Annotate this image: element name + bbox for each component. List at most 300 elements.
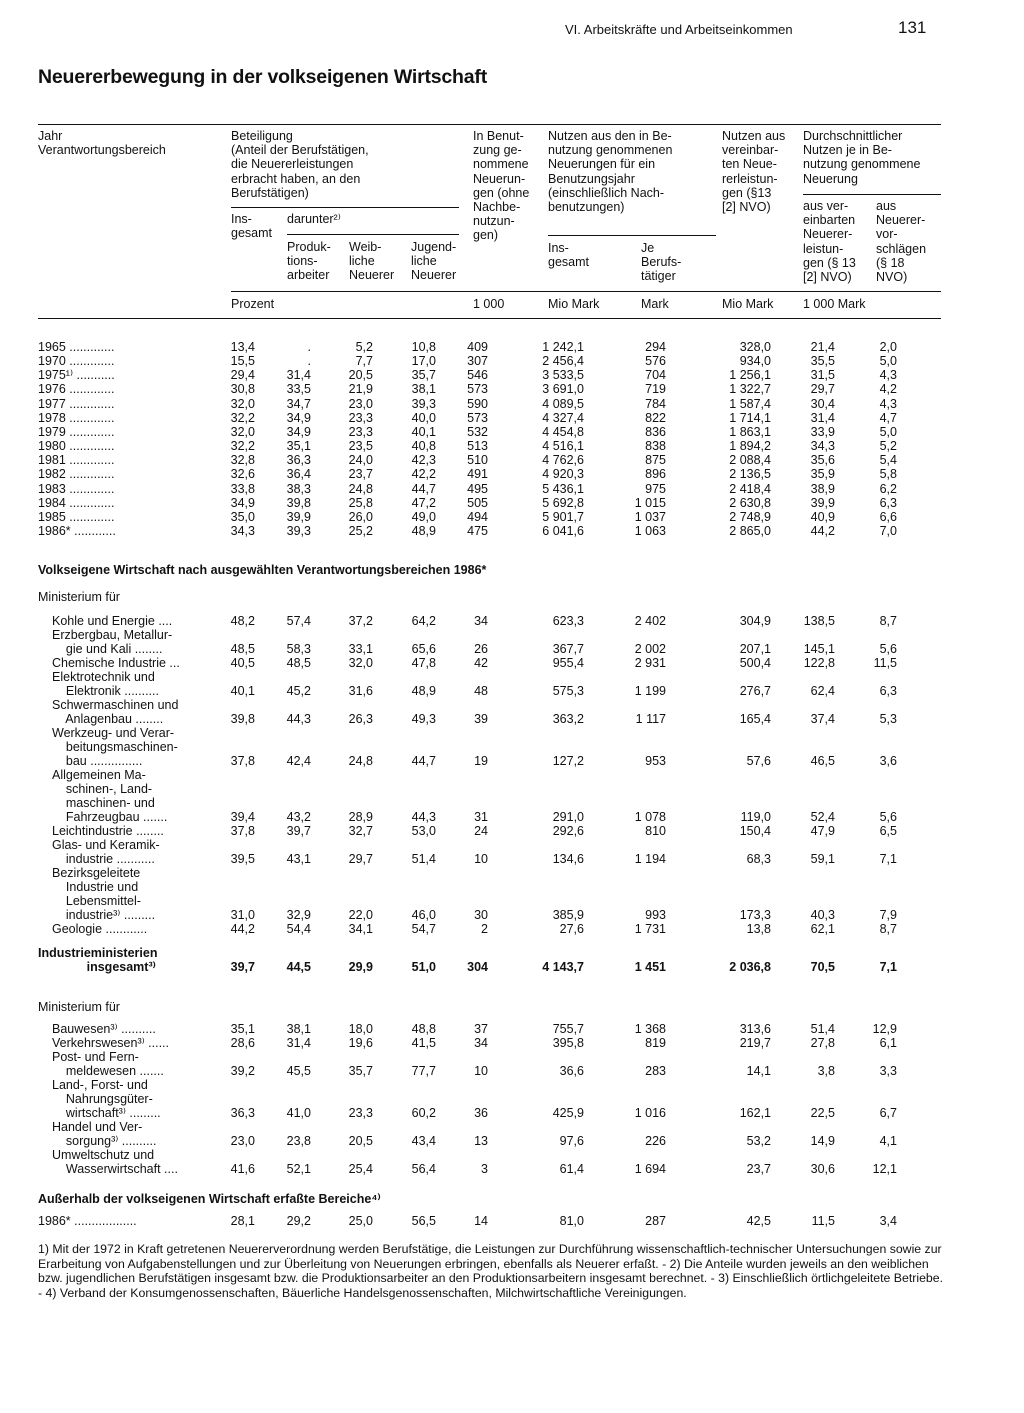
table-cell: 6,1 (879, 1036, 897, 1050)
table-cell: 42 (474, 656, 488, 670)
table-cell: 838 (645, 439, 666, 454)
table-cell: 35,7 (348, 1064, 373, 1078)
table-cell: 3 691,0 (542, 382, 584, 397)
table-cell: 37,4 (810, 712, 835, 726)
table-cell: 505 (467, 495, 488, 510)
table-cell: 44,3 (411, 810, 436, 824)
header-col-nutzen: Nutzen aus den in Be- nutzung genommenen Neuerungen für ein Benutzungsjahr (einschließlich Nach- benutzungen) (548, 129, 673, 215)
table-cell: 1 037 (634, 509, 666, 524)
table-cell: 13,8 (746, 922, 771, 936)
table-cell: 32,9 (286, 908, 311, 922)
table-cell: 29,7 (348, 852, 373, 866)
table-cell: 2 630,8 (729, 495, 771, 510)
unit-1000-mark: 1 000 Mark (803, 297, 866, 311)
table-cell: 48,2 (230, 614, 255, 628)
table-cell: 59,1 (810, 852, 835, 866)
chapter-heading: VI. Arbeitskräfte und Arbeitseinkommen (565, 22, 793, 37)
table-cell: 32,2 (230, 410, 255, 425)
table-cell: 30 (474, 908, 488, 922)
table-cell: 304,9 (739, 614, 771, 628)
table-cell: 6,3 (879, 684, 897, 698)
header-units-rule (231, 291, 941, 292)
table-cell: 2 136,5 (729, 467, 771, 482)
table-cell: 31 (474, 810, 488, 824)
row-label: Bauwesen³⁾ .......... (52, 1022, 156, 1036)
table-cell: . (307, 340, 311, 354)
table-cell: 4,3 (879, 396, 897, 411)
table-cell: 25,4 (348, 1162, 373, 1176)
header-col-nutzen-vereinbart: Nutzen aus vereinbar- ten Neue- rerleistun- gen (§13 [2] NVO) (722, 129, 786, 215)
table-cell: 47,9 (810, 824, 835, 838)
table-cell: 283 (645, 1064, 666, 1078)
table-cell: 29,2 (286, 1214, 311, 1228)
row-label: 1984 ............. (38, 495, 115, 510)
table-cell: 576 (645, 354, 666, 369)
row-label: 1982 ............. (38, 467, 115, 482)
table-cell: 719 (645, 382, 666, 397)
table-cell: 52,4 (810, 810, 835, 824)
table-cell: 993 (645, 908, 666, 922)
table-cell: 37,8 (230, 754, 255, 768)
table-cell: 68,3 (746, 852, 771, 866)
row-label: Leichtindustrie ........ (52, 824, 164, 838)
table-cell: 34,1 (348, 922, 373, 936)
table-top-rule (38, 124, 941, 125)
table-cell: 23,3 (348, 1106, 373, 1120)
table-cell: 2,0 (879, 340, 897, 354)
table-cell: 23,3 (348, 410, 373, 425)
table-cell: 7,1 (879, 960, 897, 974)
table-cell: 6,6 (879, 509, 897, 524)
table-cell: 934,0 (739, 354, 771, 369)
table-cell: 43,2 (286, 810, 311, 824)
table-cell: 34,9 (230, 495, 255, 510)
table-cell: 46,0 (411, 908, 436, 922)
table-cell: 1 731 (634, 922, 666, 936)
row-label: Industrieministerien insgesamt³⁾ (38, 946, 158, 974)
row-label: 1978 ............. (38, 410, 115, 425)
page-number: 131 (898, 18, 927, 37)
table-cell: 5,2 (355, 340, 373, 354)
table-cell: 26,3 (348, 712, 373, 726)
table-cell: 3 533,5 (542, 368, 584, 383)
table-cell: 53,0 (411, 824, 436, 838)
row-label: 1975¹⁾ ........... (38, 368, 115, 383)
table-cell: 23,7 (348, 467, 373, 482)
table-cell: 36,6 (559, 1064, 584, 1078)
table-cell: 39,9 (286, 509, 311, 524)
table-cell: 292,6 (552, 824, 584, 838)
table-cell: 31,4 (286, 368, 311, 383)
table-cell: 1 714,1 (729, 410, 771, 425)
table-cell: 14,9 (810, 1134, 835, 1148)
table-cell: 822 (645, 410, 666, 425)
table-cell: 4 143,7 (542, 960, 584, 974)
table-cell: 5,6 (879, 642, 897, 656)
row-label: Umweltschutz und Wasserwirtschaft .... (52, 1148, 178, 1176)
table-cell: 35,9 (810, 467, 835, 482)
table-cell: 35,1 (230, 1022, 255, 1036)
table-cell: 37,8 (230, 824, 255, 838)
table-cell: 61,4 (559, 1162, 584, 1176)
table-cell: 226 (645, 1134, 666, 1148)
table-cell: 32,0 (230, 424, 255, 439)
section-title-ausserhalb: Außerhalb der volkseigenen Wirtschaft erfaßte Bereiche⁴⁾ (38, 1192, 381, 1206)
table-cell: 31,4 (286, 1036, 311, 1050)
table-cell: 56,5 (411, 1214, 436, 1228)
table-cell: 48 (474, 684, 488, 698)
table-cell: 7,1 (879, 852, 897, 866)
table-cell: 975 (645, 481, 666, 496)
table-cell: 32,8 (230, 453, 255, 468)
header-rule-durchschnitt (803, 194, 941, 195)
table-cell: 15,5 (230, 354, 255, 369)
table-cell: 6 041,6 (542, 523, 584, 538)
table-cell: 5,2 (879, 439, 897, 454)
table-cell: 35,5 (810, 354, 835, 369)
table-cell: 4 454,8 (542, 424, 584, 439)
table-cell: 150,4 (739, 824, 771, 838)
row-label: Bezirksgeleitete Industrie und Lebensmittel- industrie³⁾ ......... (52, 866, 156, 922)
table-cell: 510 (467, 453, 488, 468)
row-label: Schwermaschinen und Anlagenbau ........ (52, 698, 179, 726)
table-cell: 11,5 (811, 1214, 835, 1228)
table-cell: 755,7 (552, 1022, 584, 1036)
table-cell: 24,0 (348, 453, 373, 468)
row-label: Elektrotechnik und Elektronik .......... (52, 670, 159, 698)
row-label: Allgemeinen Ma- schinen-, Land- maschinen- und Fahrzeugbau ....... (52, 768, 168, 824)
table-cell: 13 (474, 1134, 488, 1148)
table-cell: 34,3 (810, 439, 835, 454)
header-col-nutzen-insgesamt: Ins- gesamt (548, 241, 589, 270)
unit-prozent: Prozent (231, 297, 275, 311)
table-cell: 30,4 (810, 396, 835, 411)
table-cell: 38,3 (286, 481, 311, 496)
table-cell: 3,4 (879, 1214, 897, 1228)
table-cell: 34,9 (286, 424, 311, 439)
table-cell: 39,2 (230, 1064, 255, 1078)
table-cell: 39,7 (230, 960, 255, 974)
table-cell: 35,7 (411, 368, 436, 383)
table-cell: 36,4 (286, 467, 311, 482)
table-cell: 21,9 (348, 382, 373, 397)
unit-1000: 1 000 (473, 297, 505, 311)
table-cell: 38,1 (286, 1022, 311, 1036)
row-label: Chemische Industrie ... (52, 656, 180, 670)
table-cell: 48,9 (411, 684, 436, 698)
table-cell: 57,6 (746, 754, 771, 768)
header-col-beteiligung: Beteiligung (Anteil der Berufstätigen, die Neuererleistungen erbracht haben, an den Berufstätigen) (231, 129, 369, 200)
table-cell: 53,2 (746, 1134, 771, 1148)
table-cell: 425,9 (552, 1106, 584, 1120)
table-cell: 31,0 (230, 908, 255, 922)
table-cell: 44,5 (286, 960, 311, 974)
header-col-darunter: darunter²⁾ (287, 212, 341, 226)
table-cell: 32,2 (230, 439, 255, 454)
table-cell: 81,0 (559, 1214, 584, 1228)
table-cell: 97,6 (559, 1134, 584, 1148)
table-cell: 2 418,4 (729, 481, 771, 496)
table-cell: 23,8 (286, 1134, 311, 1148)
table-cell: 44,2 (230, 922, 255, 936)
table-cell: 385,9 (552, 908, 584, 922)
table-cell: 5,4 (879, 453, 897, 468)
header-col-weibliche: Weib- liche Neuerer (349, 240, 395, 283)
table-cell: 2 036,8 (729, 960, 771, 974)
table-cell: 4,1 (879, 1134, 897, 1148)
table-cell: 819 (645, 1036, 666, 1050)
table-cell: 953 (645, 754, 666, 768)
table-cell: 2 402 (634, 614, 666, 628)
table-cell: 1 078 (634, 810, 666, 824)
table-cell: 24,8 (348, 754, 373, 768)
table-cell: 34,3 (230, 523, 255, 538)
table-cell: 5,0 (879, 424, 897, 439)
table-cell: 44,7 (411, 481, 436, 496)
header-col-durchschnitt: Durchschnittlicher Nutzen je in Be- nutzung genommene Neuerung (803, 129, 921, 186)
table-cell: 1 063 (634, 523, 666, 538)
table-cell: 5 436,1 (542, 481, 584, 496)
footnotes-text: 1) Mit der 1972 in Kraft getretenen Neuererverordnung werden Berufstätige, die Leistungen zur Durchführung wissenschaftlich-technischer Untersuchungen sowie zur Erarbeitung von Aufgabenstellungen und zur Überleitung von Neuerungen erbringen, ebenfalls als Neuerer erfaßt. - 2) Die Anteile wurden jeweils an den weiblichen bzw. jugendlichen Berufstätigen insgesamt bzw. die Produktionsarbeiter an den Produktionsarbeitern insgesamt berechnet. - 3) Einschließlich örtlichgeleitete Betriebe. - 4) Verband der Konsumgenossenschaften, Bäuerliche Handelsgenossenschaften, Milchwirtschaftliche Vereinigungen. (38, 1242, 944, 1300)
row-label: 1981 ............. (38, 453, 115, 468)
table-cell: 34,7 (286, 396, 311, 411)
table-cell: 28,9 (348, 810, 373, 824)
page-title: Neuererbewegung in der volkseigenen Wirtschaft (38, 66, 487, 88)
table-cell: 48,9 (411, 523, 436, 538)
table-header-bottom-rule (38, 318, 941, 319)
table-cell: 138,5 (803, 614, 835, 628)
table-cell: 5 692,8 (542, 495, 584, 510)
header-col-insgesamt: Ins- gesamt (231, 212, 272, 241)
table-cell: 48,5 (230, 642, 255, 656)
table-cell: 8,7 (879, 922, 897, 936)
table-cell: 48,5 (286, 656, 311, 670)
table-cell: 40,0 (411, 410, 436, 425)
table-cell: 42,2 (411, 467, 436, 482)
table-cell: 12,1 (872, 1162, 897, 1176)
table-cell: 11,5 (873, 656, 897, 670)
table-cell: 37,2 (348, 614, 373, 628)
table-cell: 22,5 (810, 1106, 835, 1120)
table-cell: 304 (467, 960, 488, 974)
table-cell: 26,0 (348, 509, 373, 524)
table-cell: 31,5 (810, 368, 835, 383)
row-label: Geologie ............ (52, 922, 148, 936)
table-cell: 43,1 (286, 852, 311, 866)
table-cell: 57,4 (286, 614, 311, 628)
table-cell: 40,1 (411, 424, 436, 439)
table-cell: 23,0 (348, 396, 373, 411)
table-cell: 7,0 (879, 523, 897, 538)
table-cell: 134,6 (552, 852, 584, 866)
table-cell: 51,4 (411, 852, 436, 866)
table-cell: 17,0 (411, 354, 436, 369)
row-label: 1965 ............. (38, 340, 115, 354)
table-cell: 1 117 (635, 712, 666, 726)
table-cell: 367,7 (552, 642, 584, 656)
table-cell: 546 (467, 368, 488, 383)
table-cell: 40,8 (411, 439, 436, 454)
table-cell: 4 516,1 (542, 439, 584, 454)
table-cell: 35,1 (286, 439, 311, 454)
table-cell: 18,0 (348, 1022, 373, 1036)
table-cell: 60,2 (411, 1106, 436, 1120)
table-cell: 35,0 (230, 509, 255, 524)
row-label: 1980 ............. (38, 439, 115, 454)
table-cell: 4 327,4 (542, 410, 584, 425)
table-cell: 4 089,5 (542, 396, 584, 411)
table-cell: 5,6 (879, 810, 897, 824)
header-col-neuerungen: In Benut- zung ge- nommene Neuerun- gen (ohne Nachbe- nutzun- gen) (473, 129, 530, 243)
table-cell: 575,3 (552, 684, 584, 698)
table-cell: 31,4 (810, 410, 835, 425)
table-cell: 704 (645, 368, 666, 383)
table-cell: 41,5 (411, 1036, 436, 1050)
table-cell: 77,7 (411, 1064, 436, 1078)
table-cell: 32,6 (230, 467, 255, 482)
table-cell: 810 (645, 824, 666, 838)
header-rule-darunter (287, 234, 459, 235)
table-cell: 294 (645, 340, 666, 354)
table-cell: 41,0 (286, 1106, 311, 1120)
table-cell: 27,6 (559, 922, 584, 936)
table-cell: 573 (467, 410, 488, 425)
table-cell: 28,6 (230, 1036, 255, 1050)
table-cell: 45,5 (286, 1064, 311, 1078)
table-cell: 3 (481, 1162, 488, 1176)
table-cell: 955,4 (552, 656, 584, 670)
row-label: Post- und Fern- meldewesen ....... (52, 1050, 164, 1078)
table-cell: 33,5 (286, 382, 311, 397)
table-cell: 4,3 (879, 368, 897, 383)
table-cell: 36,3 (286, 453, 311, 468)
table-cell: 623,3 (552, 614, 584, 628)
table-cell: 122,8 (803, 656, 835, 670)
section-title-bereiche-1986: Volkseigene Wirtschaft nach ausgewählten Verantwortungsbereichen 1986* (38, 563, 487, 577)
table-cell: 52,1 (286, 1162, 311, 1176)
row-label: 1977 ............. (38, 396, 115, 411)
table-cell: 875 (645, 453, 666, 468)
table-cell: 31,6 (348, 684, 373, 698)
table-cell: 49,3 (411, 712, 436, 726)
table-cell: 10 (474, 852, 488, 866)
table-cell: 48,8 (411, 1022, 436, 1036)
table-cell: 6,5 (879, 824, 897, 838)
table-cell: 2 (481, 922, 488, 936)
header-col-jugendliche: Jugend- liche Neuerer (411, 240, 457, 283)
table-cell: 7,9 (879, 908, 897, 922)
table-cell: 47,2 (411, 495, 436, 510)
table-cell: 1 863,1 (729, 424, 771, 439)
unit-mark: Mark (641, 297, 669, 311)
table-cell: 494 (467, 509, 488, 524)
header-col-je-berufstaetiger: Je Berufs- tätiger (641, 241, 682, 284)
table-cell: 19 (474, 754, 488, 768)
table-cell: 58,3 (286, 642, 311, 656)
row-label: 1986* ............ (38, 523, 116, 538)
table-cell: 46,5 (810, 754, 835, 768)
table-cell: 4 762,6 (542, 453, 584, 468)
table-cell: 1 256,1 (729, 368, 771, 383)
table-cell: 3,3 (879, 1064, 897, 1078)
table-cell: 51,4 (810, 1022, 835, 1036)
table-cell: 1 451 (634, 960, 666, 974)
table-cell: 40,5 (230, 656, 255, 670)
table-cell: 42,4 (286, 754, 311, 768)
table-cell: 12,9 (872, 1022, 897, 1036)
table-cell: 6,2 (879, 481, 897, 496)
table-cell: 22,0 (348, 908, 373, 922)
table-cell: 54,4 (286, 922, 311, 936)
table-cell: 1 694 (634, 1162, 666, 1176)
table-cell: 532 (467, 424, 488, 439)
table-cell: 40,1 (230, 684, 255, 698)
table-cell: 35,6 (810, 453, 835, 468)
table-cell: 276,7 (739, 684, 771, 698)
table-cell: 32,0 (230, 396, 255, 411)
table-cell: 41,6 (230, 1162, 255, 1176)
table-cell: 39,3 (286, 523, 311, 538)
table-cell: 27,8 (810, 1036, 835, 1050)
table-cell: 39,8 (230, 712, 255, 726)
table-cell: 784 (645, 396, 666, 411)
table-cell: 3,6 (879, 754, 897, 768)
table-cell: 64,2 (411, 614, 436, 628)
row-label: 1985 ............. (38, 509, 115, 524)
table-cell: 34 (474, 1036, 488, 1050)
table-cell: 1 894,2 (729, 439, 771, 454)
table-cell: 44,7 (411, 754, 436, 768)
table-cell: 28,1 (230, 1214, 255, 1228)
table-cell: 30,6 (810, 1162, 835, 1176)
table-cell: 38,1 (411, 382, 436, 397)
table-cell: 173,3 (739, 908, 771, 922)
table-cell: 119,0 (740, 810, 771, 824)
table-cell: 39,5 (230, 852, 255, 866)
table-cell: 44,2 (810, 523, 835, 538)
table-cell: 39,3 (411, 396, 436, 411)
table-cell: 38,9 (810, 481, 835, 496)
table-cell: 24 (474, 824, 488, 838)
table-cell: 24,8 (348, 481, 373, 496)
unit-mio-mark-2: Mio Mark (722, 297, 774, 311)
table-cell: 39,7 (286, 824, 311, 838)
row-label: 1983 ............. (38, 481, 115, 496)
table-cell: 20,5 (348, 368, 373, 383)
table-cell: 19,6 (348, 1036, 373, 1050)
header-col-jahr: Jahr Verantwortungsbereich (38, 129, 166, 158)
row-label: Kohle und Energie .... (52, 614, 173, 628)
table-cell: 39 (474, 712, 488, 726)
table-cell: 23,7 (746, 1162, 771, 1176)
table-cell: 2 456,4 (542, 354, 584, 369)
table-cell: 5,8 (879, 467, 897, 482)
table-cell: 13,4 (230, 340, 255, 354)
table-cell: 573 (467, 382, 488, 397)
table-cell: . (307, 354, 311, 369)
table-cell: 328,0 (739, 340, 771, 354)
table-cell: 896 (645, 467, 666, 482)
row-label: Handel und Ver- sorgung³⁾ .......... (52, 1120, 157, 1148)
table-cell: 25,0 (348, 1214, 373, 1228)
table-cell: 14,1 (746, 1064, 771, 1078)
table-cell: 39,9 (810, 495, 835, 510)
table-cell: 4,7 (879, 410, 897, 425)
table-cell: 395,8 (552, 1036, 584, 1050)
table-cell: 65,6 (411, 642, 436, 656)
table-cell: 3,8 (817, 1064, 835, 1078)
table-cell: 23,0 (230, 1134, 255, 1148)
